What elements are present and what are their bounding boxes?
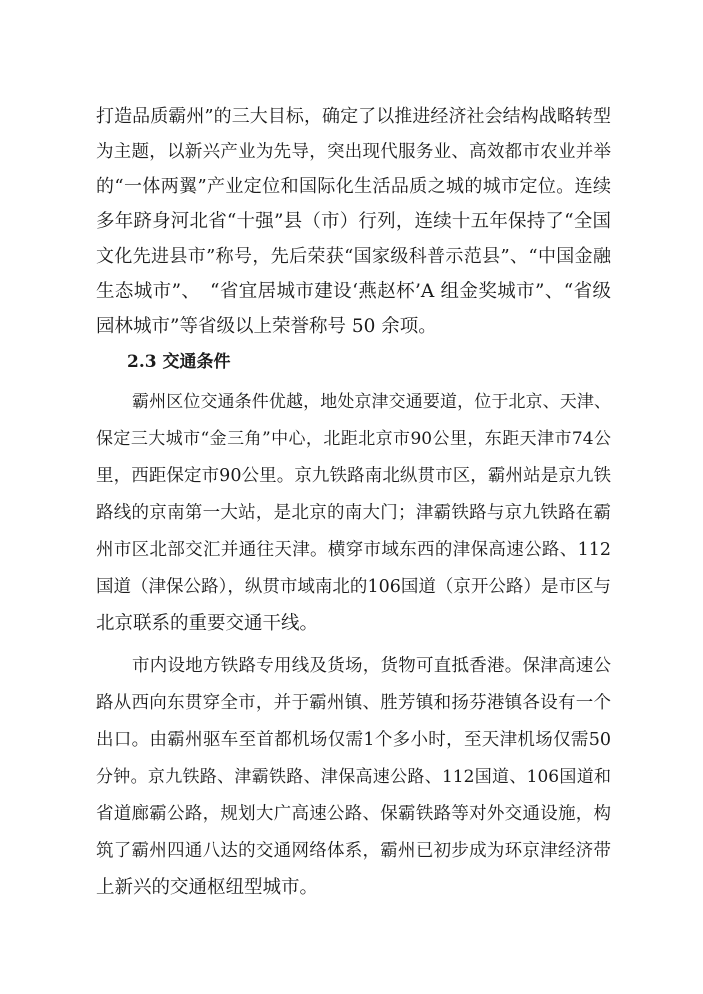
paragraph-2-line: 北京联系的重要交通干线。 <box>96 613 319 634</box>
section-heading: 2.3 交通条件 <box>127 352 231 372</box>
paragraph-3-line: 筑了霸州四通八达的交通网络体系，霸州已初步成为环京津经济带 <box>96 841 611 861</box>
paragraph-3-line: 省道廊霸公路，规划大广高速公路、保霸铁路等对外交通设施，构 <box>96 804 611 824</box>
paragraph-1-line: 的“一体两翼”产业定位和国际化生活品质之城的城市定位。连续 <box>96 176 611 197</box>
paragraph-3-line: 出口。由霸州驱车至首都机场仅需1个多小时，至天津机场仅需50 <box>96 730 611 750</box>
paragraph-2-line: 国道（津保公路），纵贯市域南北的106国道（京开公路）是市区与 <box>96 577 611 597</box>
paragraph-3-line: 上新兴的交通枢纽型城市。 <box>96 877 319 898</box>
paragraph-2-line: 保定三大城市“金三角”中心，北距北京市90公里，东距天津市74公 <box>96 429 611 449</box>
paragraph-1-line: 多年跻身河北省“十强”县（市）行列，连续十五年保持了“全国 <box>96 211 611 232</box>
paragraph-1-line: 园林城市”等省级以上荣誉称号 50 余项。 <box>96 316 437 337</box>
paragraph-3-line: 分钟。京九铁路、津霸铁路、津保高速公路、112国道、106国道和 <box>96 767 611 787</box>
paragraph-1-line: 打造品质霸州”的三大目标，确定了以推进经济社会结构战略转型 <box>96 106 611 127</box>
paragraph-2-line: 路线的京南第一大站，是北京的南大门；津霸铁路与京九铁路在霸 <box>96 503 611 523</box>
paragraph-2-line: 里，西距保定市90公里。京九铁路南北纵贯市区，霸州站是京九铁 <box>96 466 611 486</box>
paragraph-1-line: 为主题，以新兴产业为先导，突出现代服务业、高效都市农业并举 <box>96 142 611 162</box>
paragraph-2-line: 霸州区位交通条件优越，地处京津交通要道，位于北京、天津、 <box>132 392 611 412</box>
paragraph-3-line: 市内设地方铁路专用线及货场，货物可直抵香港。保津高速公 <box>132 656 611 676</box>
paragraph-1-line: 生态城市”、 “省宜居城市建设‘燕赵杯’A 组金奖城市”、“省级 <box>96 281 611 302</box>
paragraph-1-line: 文化先进县市”称号，先后荣获“国家级科普示范县”、“中国金融 <box>96 246 611 267</box>
paragraph-2-line: 州市区北部交汇并通往天津。横穿市域东西的津保高速公路、112 <box>96 540 611 560</box>
paragraph-3-line: 路从西向东贯穿全市，并于霸州镇、胜芳镇和扬芬港镇各设有一个 <box>96 693 611 713</box>
